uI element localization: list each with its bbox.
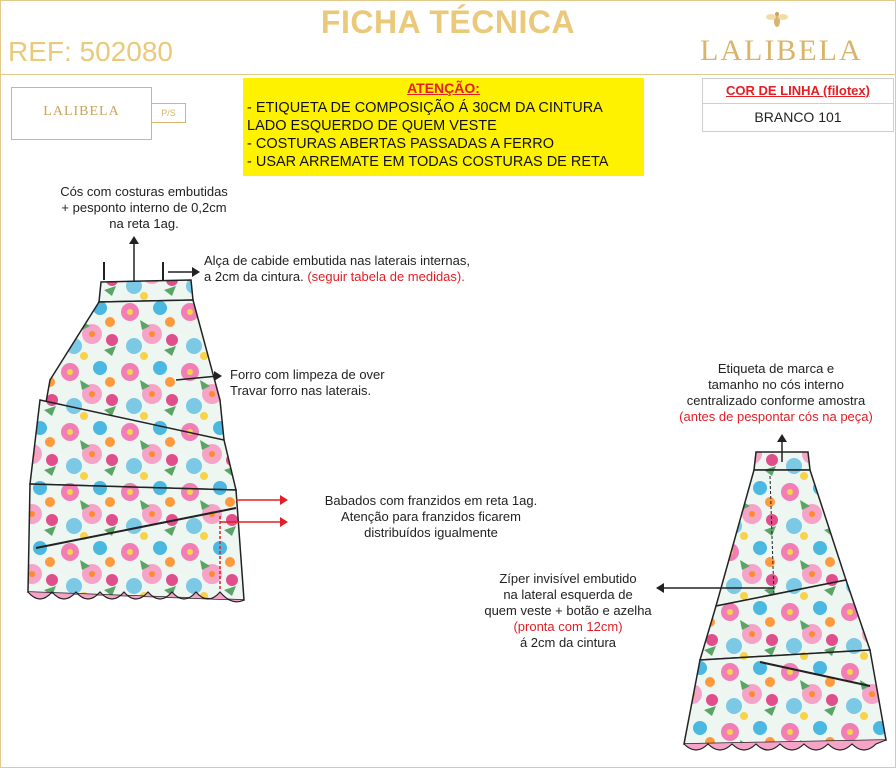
attention-line: - COSTURAS ABERTAS PASSADAS A FERRO	[247, 136, 554, 152]
zipper-note-line: quem veste + botão e azelha	[484, 603, 652, 618]
label-note-line: Etiqueta de marca e	[717, 361, 835, 376]
ruffle-note	[296, 493, 566, 541]
ruffle-note-line: Babados com franzidos em reta 1ag.	[324, 493, 538, 508]
skirt-front-drawing	[28, 262, 244, 602]
brand-logo: LALIBELA	[700, 34, 863, 67]
attention-line: - USAR ARREMATE EM TODAS COSTURAS DE RETA	[247, 154, 609, 170]
skirt-back-drawing	[684, 452, 886, 750]
ruffle-note-line: distribuídos igualmente	[364, 525, 498, 540]
attention-title: ATENÇÃO:	[407, 80, 480, 96]
label-note-line: centralizado conforme amostra	[686, 393, 866, 408]
waistband-note-line: Cós com costuras embutidas	[60, 184, 228, 199]
page-title: FICHA TÉCNICA	[320, 4, 576, 40]
zipper-note-line: Zíper invisível embutido	[499, 571, 637, 586]
label-note-line: tamanho no cós interno	[708, 377, 844, 392]
hanger-loop-note	[204, 253, 534, 285]
zipper-note-line: na lateral esquerda de	[503, 587, 633, 602]
label-brand: LALIBELA	[43, 104, 120, 119]
ruffle-note-line: Atenção para franzidos ficarem	[341, 509, 521, 524]
attention-line: - ETIQUETA DE COMPOSIÇÃO Á 30CM DA CINTURA	[247, 100, 603, 116]
thread-color-title: COR DE LINHA (filotex)	[726, 83, 870, 98]
lining-note-line: Forro com limpeza de over	[230, 367, 385, 382]
zipper-note-highlight: (pronta com 12cm)	[513, 619, 623, 634]
hanger-note-highlight: (seguir tabela de medidas).	[307, 269, 465, 284]
reference-code: REF: 502080	[8, 36, 173, 67]
waistband-note-line: + pesponto interno de 0,2cm	[61, 200, 227, 215]
thread-color-value: BRANCO 101	[754, 109, 842, 125]
zipper-note	[468, 571, 668, 651]
size-tag: P/S	[151, 103, 186, 123]
attention-line: LADO ESQUERDO DE QUEM VESTE	[247, 118, 497, 134]
waistband-note	[44, 184, 244, 232]
zipper-note-line: á 2cm da cintura	[519, 635, 617, 650]
hanger-note-line: Alça de cabide embutida nas laterais internas,	[204, 253, 470, 268]
lining-note-line: Travar forro nas laterais.	[230, 383, 372, 398]
lining-note	[230, 367, 450, 399]
waistband-note-line: na reta 1ag.	[109, 216, 179, 231]
label-note-highlight: (antes de pespontar cós na peça)	[679, 409, 873, 424]
brand-label-note	[660, 361, 892, 425]
hanger-note-line: a 2cm da cintura.	[204, 269, 308, 284]
